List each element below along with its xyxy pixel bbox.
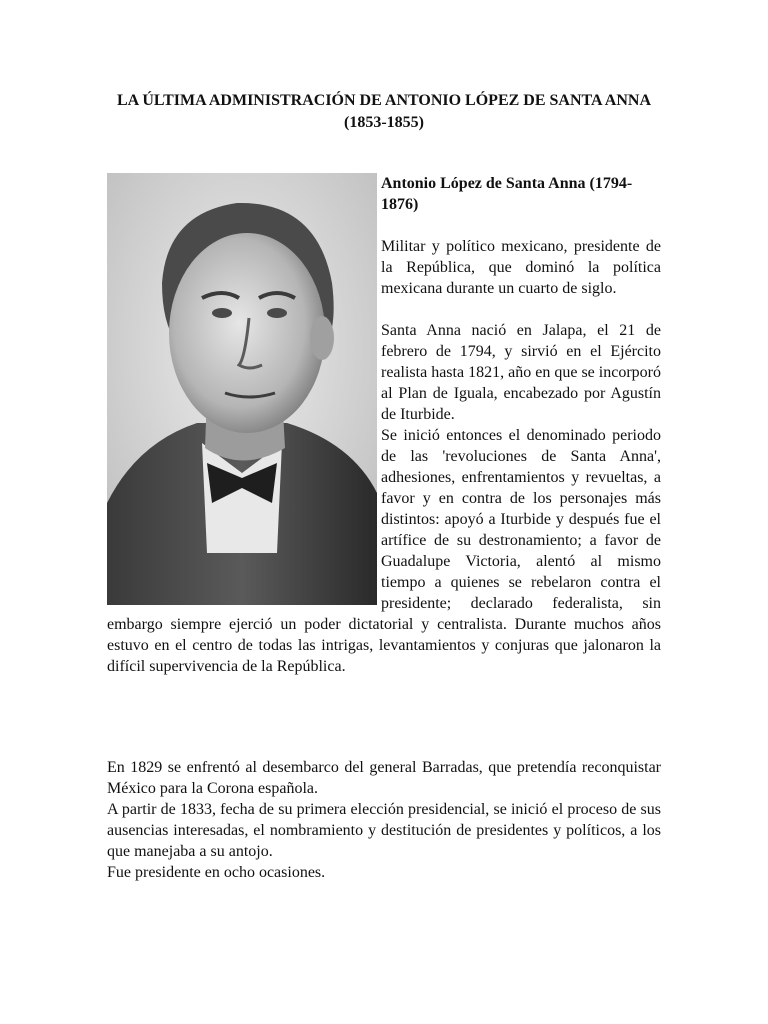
portrait-subheading: Antonio López de Santa Anna (1794-1876) [381,175,633,213]
second-section [107,757,661,883]
paragraph-1: Militar y político mexicano, presidente de la República, que dominó la política mexicana durante un cuarto de siglo. [381,238,661,297]
paragraph-2: Santa Anna nació en Jalapa, el 21 de febrero de 1794, y sirvió en el Ejército realista hasta 1821, año en que se incorporó al Plan de Iguala, encabezado por Agustín de Iturbide. [381,322,661,423]
portrait-photo [107,173,377,605]
paragraph-4: En 1829 se enfrentó al desembarco del general Barradas, que pretendía reconquistar México para la Corona española. [107,759,661,797]
article-body [107,173,661,677]
paragraph-3: Se inició entonces el denominado periodo de las 'revoluciones de Santa Anna', adhesiones, enfrentamientos y revueltas, a favor y en contra de los personajes más distintos: apoyó a Iturbide y después fue el artífice de su destronamiento; a favor de Guadalupe Victoria, alentó al mismo tiempo a quienes se rebelaron contra el presidente; declarado federalista, sin embargo siempre ejerció un poder dictatorial y centralista. Durante muchos años estuvo en el centro de todas las intrigas, levantamientos y conjuras que jalonaron la difícil supervivencia de la República. [107,427,661,675]
paragraph-5: A partir de 1833, fecha de su primera elección presidencial, se inició el proceso de sus ausencias interesadas, el nombramiento y destitución de presidentes y políticos, a los que manejaba a su antojo. [107,801,661,860]
paragraph-6: Fue presidente en ocho ocasiones. [107,864,326,881]
page-title: LA ÚLTIMA ADMINISTRACIÓN DE ANTONIO LÓPEZ DE SANTA ANNA (1853-1855) [116,92,652,131]
